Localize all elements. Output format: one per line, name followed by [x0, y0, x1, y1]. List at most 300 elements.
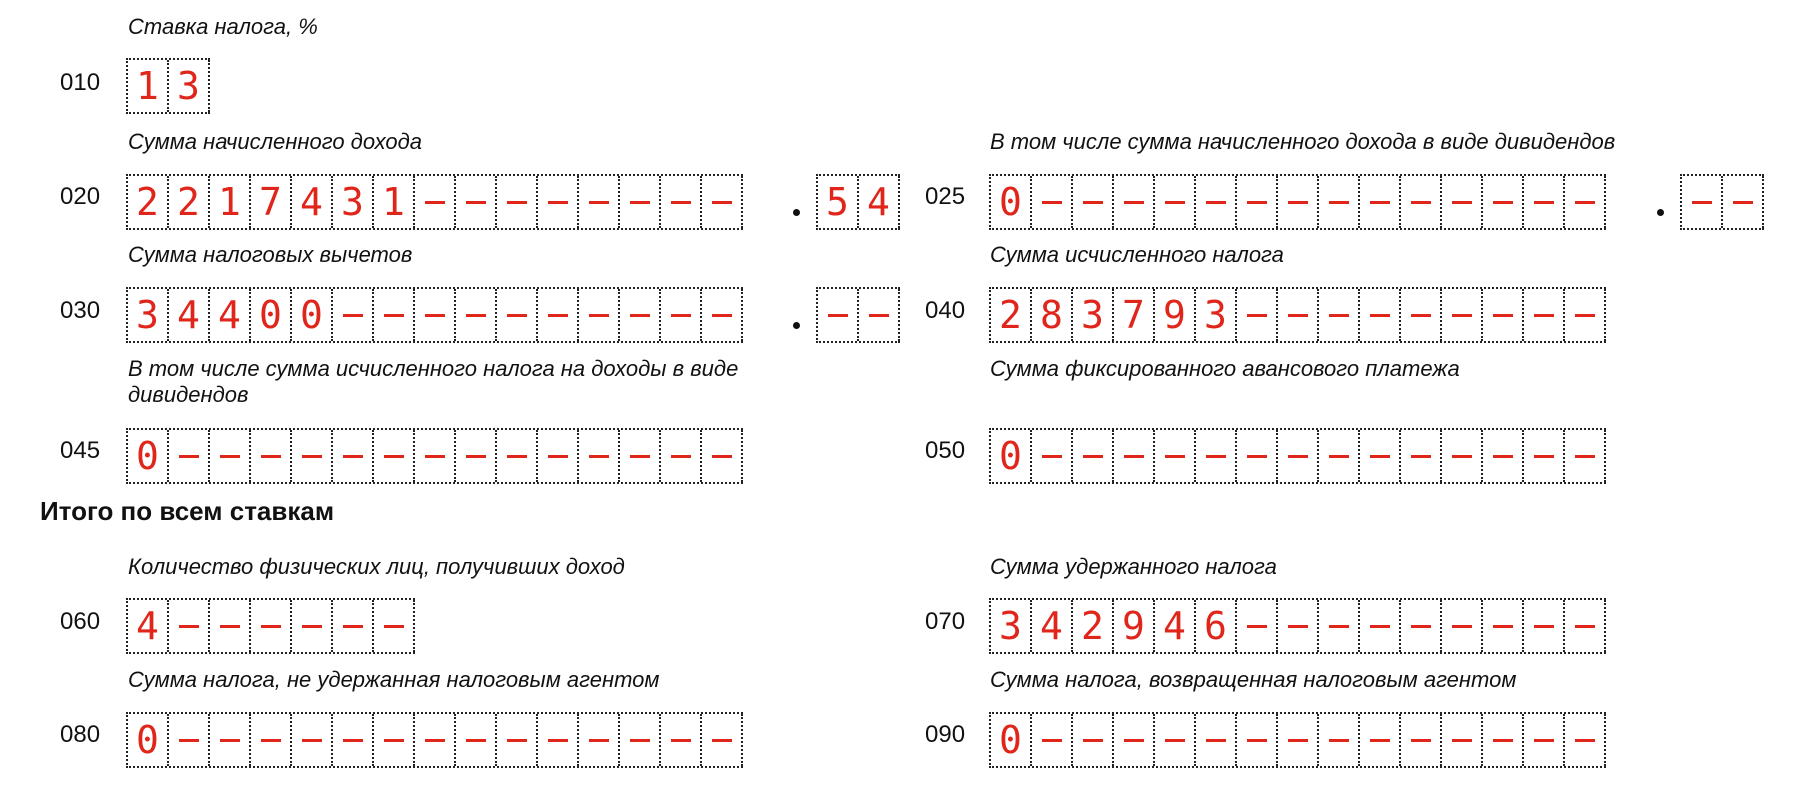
dash-mark [630, 314, 650, 317]
digit-cell[interactable]: 4 [859, 176, 900, 228]
dash-mark [1247, 201, 1267, 204]
empty-cell-dash[interactable] [210, 714, 251, 766]
dash-mark [548, 739, 568, 742]
dash-mark [220, 739, 240, 742]
empty-cell-dash[interactable] [1319, 176, 1360, 228]
empty-cell-dash[interactable] [1155, 176, 1196, 228]
empty-cell-dash[interactable] [1032, 176, 1073, 228]
empty-cell-dash[interactable] [1155, 714, 1196, 766]
dash-mark [1206, 455, 1226, 458]
empty-cell-dash[interactable] [1114, 176, 1155, 228]
digit-cell[interactable]: 1 [128, 60, 169, 112]
field-040-code: 040 [925, 297, 966, 324]
empty-cell-dash[interactable] [579, 714, 620, 766]
empty-cell-dash[interactable] [1442, 430, 1483, 482]
field-060-cells[interactable] [126, 598, 415, 654]
dash-mark [1493, 625, 1513, 628]
dash-mark [1329, 625, 1349, 628]
dash-mark [589, 455, 609, 458]
digit-cell[interactable]: 4 [292, 176, 333, 228]
field-030-code: 030 [60, 297, 101, 324]
empty-cell-dash[interactable] [1565, 430, 1606, 482]
empty-cell-dash[interactable] [292, 714, 333, 766]
dash-mark [343, 455, 363, 458]
empty-cell-dash[interactable] [374, 289, 415, 341]
digit-cell[interactable]: 0 [991, 176, 1032, 228]
field-040-label: Сумма исчисленного налога [990, 242, 1284, 267]
empty-cell-dash[interactable] [292, 430, 333, 482]
dash-mark [507, 739, 527, 742]
field-030-fraction-cells[interactable] [816, 287, 900, 343]
dash-mark [466, 201, 486, 204]
digit-cell[interactable]: 7 [251, 176, 292, 228]
field-080-code: 080 [60, 721, 101, 748]
dash-mark [1534, 314, 1554, 317]
dash-mark [425, 455, 445, 458]
empty-cell-dash[interactable] [1155, 430, 1196, 482]
empty-cell-dash[interactable] [1401, 600, 1442, 652]
dash-mark [712, 739, 732, 742]
digit-cell[interactable]: 2 [128, 176, 169, 228]
digit-cell[interactable]: 0 [128, 714, 169, 766]
dash-mark [507, 455, 527, 458]
empty-cell-dash[interactable] [1278, 289, 1319, 341]
empty-cell-dash[interactable] [1360, 430, 1401, 482]
digit-cell[interactable]: 4 [1155, 600, 1196, 652]
dash-mark [507, 201, 527, 204]
dash-mark [712, 455, 732, 458]
empty-cell-dash[interactable] [702, 714, 743, 766]
field-025-integer-cells[interactable] [989, 174, 1606, 230]
dash-mark [1370, 625, 1390, 628]
digit-cell[interactable]: 4 [210, 289, 251, 341]
dash-mark [384, 625, 404, 628]
empty-cell-dash[interactable] [456, 289, 497, 341]
empty-cell-dash[interactable] [1565, 600, 1606, 652]
dash-mark [1452, 314, 1472, 317]
digit-cell[interactable]: 1 [210, 176, 251, 228]
empty-cell-dash[interactable] [1196, 430, 1237, 482]
empty-cell-dash[interactable] [1565, 176, 1606, 228]
empty-cell-dash[interactable] [1483, 714, 1524, 766]
empty-cell-dash[interactable] [1237, 176, 1278, 228]
dash-mark [1124, 201, 1144, 204]
field-030-label: Сумма налоговых вычетов [128, 242, 413, 267]
dash-mark [671, 314, 691, 317]
empty-cell-dash[interactable] [1483, 176, 1524, 228]
dash-mark [1247, 455, 1267, 458]
empty-cell-dash[interactable] [1237, 600, 1278, 652]
empty-cell-dash[interactable] [1483, 430, 1524, 482]
dash-mark [384, 314, 404, 317]
field-080-cells[interactable] [126, 712, 743, 768]
dash-mark [1247, 739, 1267, 742]
empty-cell-dash[interactable] [1565, 714, 1606, 766]
digit-cell[interactable]: 3 [1196, 289, 1237, 341]
empty-cell-dash[interactable] [661, 430, 702, 482]
dash-mark [220, 625, 240, 628]
dash-mark [712, 314, 732, 317]
empty-cell-dash[interactable] [251, 714, 292, 766]
empty-cell-dash[interactable] [818, 289, 859, 341]
empty-cell-dash[interactable] [1442, 600, 1483, 652]
dash-mark [828, 314, 848, 317]
empty-cell-dash[interactable] [1524, 600, 1565, 652]
empty-cell-dash[interactable] [1723, 176, 1764, 228]
empty-cell-dash[interactable] [579, 430, 620, 482]
empty-cell-dash[interactable] [1401, 714, 1442, 766]
dash-mark [1247, 625, 1267, 628]
empty-cell-dash[interactable] [1032, 714, 1073, 766]
field-010-code: 010 [60, 69, 101, 96]
empty-cell-dash[interactable] [292, 600, 333, 652]
dash-mark [425, 201, 445, 204]
dash-mark [671, 739, 691, 742]
empty-cell-dash[interactable] [251, 430, 292, 482]
dash-mark [1452, 739, 1472, 742]
dash-mark [1370, 455, 1390, 458]
empty-cell-dash[interactable] [702, 176, 743, 228]
empty-cell-dash[interactable] [1319, 289, 1360, 341]
empty-cell-dash[interactable] [251, 600, 292, 652]
dash-mark [1329, 314, 1349, 317]
digit-cell[interactable]: 0 [292, 289, 333, 341]
dash-mark [1247, 314, 1267, 317]
digit-cell[interactable]: 9 [1155, 289, 1196, 341]
dash-mark [1411, 625, 1431, 628]
empty-cell-dash[interactable] [1360, 600, 1401, 652]
dash-mark [1452, 625, 1472, 628]
digit-cell[interactable]: 2 [991, 289, 1032, 341]
empty-cell-dash[interactable] [1442, 176, 1483, 228]
dash-mark [1288, 625, 1308, 628]
empty-cell-dash[interactable] [374, 600, 415, 652]
field-010-label: Ставка налога, % [128, 14, 318, 39]
dash-mark [261, 455, 281, 458]
empty-cell-dash[interactable] [538, 176, 579, 228]
field-025-label: В том числе сумма начисленного дохода в виде дивидендов [990, 129, 1616, 154]
dash-mark [1534, 625, 1554, 628]
dash-mark [425, 314, 445, 317]
empty-cell-dash[interactable] [1360, 714, 1401, 766]
dash-mark [1575, 201, 1595, 204]
digit-cell[interactable]: 0 [251, 289, 292, 341]
dash-mark [1165, 201, 1185, 204]
empty-cell-dash[interactable] [1032, 430, 1073, 482]
empty-cell-dash[interactable] [497, 430, 538, 482]
dash-mark [1206, 201, 1226, 204]
empty-cell-dash[interactable] [333, 430, 374, 482]
field-050-code: 050 [925, 437, 966, 464]
dash-mark [1575, 625, 1595, 628]
empty-cell-dash[interactable] [1360, 289, 1401, 341]
empty-cell-dash[interactable] [1565, 289, 1606, 341]
dash-mark [466, 314, 486, 317]
empty-cell-dash[interactable] [1319, 600, 1360, 652]
digit-cell[interactable]: 4 [169, 289, 210, 341]
empty-cell-dash[interactable] [1278, 430, 1319, 482]
dash-mark [302, 739, 322, 742]
empty-cell-dash[interactable] [1073, 430, 1114, 482]
field-070-cells[interactable] [989, 598, 1606, 654]
empty-cell-dash[interactable] [456, 176, 497, 228]
empty-cell-dash[interactable] [415, 430, 456, 482]
empty-cell-dash[interactable] [210, 600, 251, 652]
field-090-cells[interactable] [989, 712, 1606, 768]
empty-cell-dash[interactable] [538, 289, 579, 341]
dash-mark [1493, 201, 1513, 204]
digit-cell[interactable]: 2 [169, 176, 210, 228]
dash-mark [1042, 201, 1062, 204]
dash-mark [589, 739, 609, 742]
dash-mark [1733, 201, 1753, 204]
dash-mark [1083, 455, 1103, 458]
field-020-fraction-cells[interactable] [816, 174, 900, 230]
digit-cell[interactable]: 3 [128, 289, 169, 341]
empty-cell-dash[interactable] [1114, 430, 1155, 482]
empty-cell-dash[interactable] [1114, 714, 1155, 766]
empty-cell-dash[interactable] [1524, 714, 1565, 766]
field-080-label: Сумма налога, не удержанная налоговым агентом [128, 667, 660, 692]
empty-cell-dash[interactable] [1237, 430, 1278, 482]
dash-mark [1534, 739, 1554, 742]
empty-cell-dash[interactable] [1073, 714, 1114, 766]
dash-mark [589, 314, 609, 317]
digit-cell[interactable]: 3 [991, 600, 1032, 652]
empty-cell-dash[interactable] [333, 600, 374, 652]
dash-mark [384, 455, 404, 458]
digit-cell[interactable]: 8 [1032, 289, 1073, 341]
dash-mark [220, 455, 240, 458]
dash-mark [1411, 739, 1431, 742]
digit-cell[interactable]: 9 [1114, 600, 1155, 652]
dash-mark [1411, 455, 1431, 458]
dash-mark [1329, 455, 1349, 458]
dash-mark [1370, 314, 1390, 317]
empty-cell-dash[interactable] [456, 430, 497, 482]
dash-mark [1370, 201, 1390, 204]
empty-cell-dash[interactable] [169, 600, 210, 652]
dash-mark [1692, 201, 1712, 204]
empty-cell-dash[interactable] [1196, 176, 1237, 228]
dash-mark [507, 314, 527, 317]
dash-mark [1575, 739, 1595, 742]
empty-cell-dash[interactable] [169, 714, 210, 766]
dash-mark [1452, 455, 1472, 458]
digit-cell[interactable]: 4 [1032, 600, 1073, 652]
dash-mark [1493, 314, 1513, 317]
dash-mark [1329, 739, 1349, 742]
empty-cell-dash[interactable] [1442, 714, 1483, 766]
empty-cell-dash[interactable] [210, 430, 251, 482]
digit-cell[interactable]: 3 [169, 60, 210, 112]
digit-cell[interactable]: 5 [818, 176, 859, 228]
empty-cell-dash[interactable] [702, 289, 743, 341]
field-040-cells[interactable] [989, 287, 1606, 343]
empty-cell-dash[interactable] [661, 176, 702, 228]
empty-cell-dash[interactable] [1360, 176, 1401, 228]
field-090-code: 090 [925, 721, 966, 748]
dash-mark [1288, 455, 1308, 458]
dash-mark [1575, 314, 1595, 317]
section-heading: Итого по всем ставкам [40, 496, 335, 526]
empty-cell-dash[interactable] [169, 430, 210, 482]
empty-cell-dash[interactable] [1319, 430, 1360, 482]
dash-mark [1411, 201, 1431, 204]
digit-cell[interactable]: 0 [991, 430, 1032, 482]
empty-cell-dash[interactable] [374, 430, 415, 482]
empty-cell-dash[interactable] [1442, 289, 1483, 341]
dash-mark [1493, 739, 1513, 742]
field-020-label: Сумма начисленного дохода [128, 129, 422, 154]
field-060-label: Количество физических лиц, получивших доход [128, 554, 625, 579]
empty-cell-dash[interactable] [1278, 176, 1319, 228]
empty-cell-dash[interactable] [415, 176, 456, 228]
empty-cell-dash[interactable] [538, 430, 579, 482]
field-020-integer-cells[interactable] [126, 174, 743, 230]
dash-mark [671, 201, 691, 204]
dash-mark [712, 201, 732, 204]
dash-mark [343, 739, 363, 742]
empty-cell-dash[interactable] [579, 289, 620, 341]
field-050-cells[interactable] [989, 428, 1606, 484]
field-010-cells[interactable] [126, 58, 210, 114]
dash-mark [630, 455, 650, 458]
dash-mark [425, 739, 445, 742]
field-045-cells[interactable] [126, 428, 743, 484]
dash-mark [1124, 455, 1144, 458]
dash-mark [343, 314, 363, 317]
empty-cell-dash[interactable] [661, 714, 702, 766]
dash-mark [548, 455, 568, 458]
dash-mark [302, 455, 322, 458]
dash-mark [1288, 739, 1308, 742]
field-025-code: 025 [925, 183, 966, 210]
empty-cell-dash[interactable] [333, 714, 374, 766]
field-060-code: 060 [60, 608, 101, 635]
dash-mark [261, 625, 281, 628]
empty-cell-dash[interactable] [415, 289, 456, 341]
dash-mark [179, 625, 199, 628]
empty-cell-dash[interactable] [1319, 714, 1360, 766]
empty-cell-dash[interactable] [497, 289, 538, 341]
empty-cell-dash[interactable] [1278, 714, 1319, 766]
dash-mark [1206, 739, 1226, 742]
dash-mark [1165, 455, 1185, 458]
dash-mark [1575, 455, 1595, 458]
empty-cell-dash[interactable] [620, 714, 661, 766]
dash-mark [302, 625, 322, 628]
empty-cell-dash[interactable] [374, 714, 415, 766]
empty-cell-dash[interactable] [456, 714, 497, 766]
dash-mark [1288, 314, 1308, 317]
dash-mark [466, 739, 486, 742]
dash-mark [1411, 314, 1431, 317]
empty-cell-dash[interactable] [1401, 289, 1442, 341]
decimal-point [793, 209, 800, 216]
empty-cell-dash[interactable] [1524, 176, 1565, 228]
dash-mark [548, 314, 568, 317]
field-050-label: Сумма фиксированного авансового платежа [990, 356, 1460, 381]
dash-mark [1534, 455, 1554, 458]
digit-cell[interactable]: 0 [128, 430, 169, 482]
empty-cell-dash[interactable] [1401, 430, 1442, 482]
digit-cell[interactable]: 2 [1073, 600, 1114, 652]
dash-mark [630, 201, 650, 204]
empty-cell-dash[interactable] [538, 714, 579, 766]
dash-mark [466, 455, 486, 458]
field-045-label: В том числе сумма исчисленного налога на доходы в виде дивидендов [128, 356, 739, 407]
digit-cell[interactable]: 4 [128, 600, 169, 652]
digit-cell[interactable]: 6 [1196, 600, 1237, 652]
digit-cell[interactable]: 0 [991, 714, 1032, 766]
digit-cell[interactable]: 3 [333, 176, 374, 228]
field-090-label: Сумма налога, возвращенная налоговым агентом [990, 667, 1517, 692]
empty-cell-dash[interactable] [1524, 289, 1565, 341]
empty-cell-dash[interactable] [1073, 176, 1114, 228]
empty-cell-dash[interactable] [333, 289, 374, 341]
dash-mark [1534, 201, 1554, 204]
empty-cell-dash[interactable] [620, 289, 661, 341]
dash-mark [1042, 455, 1062, 458]
dash-mark [1493, 455, 1513, 458]
dash-mark [1124, 739, 1144, 742]
dash-mark [630, 739, 650, 742]
dash-mark [1083, 201, 1103, 204]
empty-cell-dash[interactable] [497, 176, 538, 228]
empty-cell-dash[interactable] [620, 430, 661, 482]
empty-cell-dash[interactable] [1237, 714, 1278, 766]
dash-mark [179, 455, 199, 458]
decimal-point [1657, 209, 1664, 216]
dash-mark [548, 201, 568, 204]
empty-cell-dash[interactable] [1682, 176, 1723, 228]
dash-mark [1452, 201, 1472, 204]
dash-mark [1042, 739, 1062, 742]
field-045-code: 045 [60, 437, 101, 464]
dash-mark [589, 201, 609, 204]
empty-cell-dash[interactable] [661, 289, 702, 341]
empty-cell-dash[interactable] [579, 176, 620, 228]
empty-cell-dash[interactable] [620, 176, 661, 228]
empty-cell-dash[interactable] [702, 430, 743, 482]
field-070-label: Сумма удержанного налога [990, 554, 1277, 579]
empty-cell-dash[interactable] [1196, 714, 1237, 766]
digit-cell[interactable]: 7 [1114, 289, 1155, 341]
dash-mark [1083, 739, 1103, 742]
empty-cell-dash[interactable] [415, 714, 456, 766]
empty-cell-dash[interactable] [1278, 600, 1319, 652]
dash-mark [261, 739, 281, 742]
empty-cell-dash[interactable] [1237, 289, 1278, 341]
empty-cell-dash[interactable] [1483, 289, 1524, 341]
dash-mark [671, 455, 691, 458]
empty-cell-dash[interactable] [1524, 430, 1565, 482]
digit-cell[interactable]: 1 [374, 176, 415, 228]
empty-cell-dash[interactable] [859, 289, 900, 341]
digit-cell[interactable]: 3 [1073, 289, 1114, 341]
dash-mark [1329, 201, 1349, 204]
field-025-fraction-cells[interactable] [1680, 174, 1764, 230]
dash-mark [384, 739, 404, 742]
field-070-code: 070 [925, 608, 966, 635]
empty-cell-dash[interactable] [1483, 600, 1524, 652]
field-030-integer-cells[interactable] [126, 287, 743, 343]
empty-cell-dash[interactable] [497, 714, 538, 766]
empty-cell-dash[interactable] [1401, 176, 1442, 228]
dash-mark [869, 314, 889, 317]
dash-mark [1165, 739, 1185, 742]
